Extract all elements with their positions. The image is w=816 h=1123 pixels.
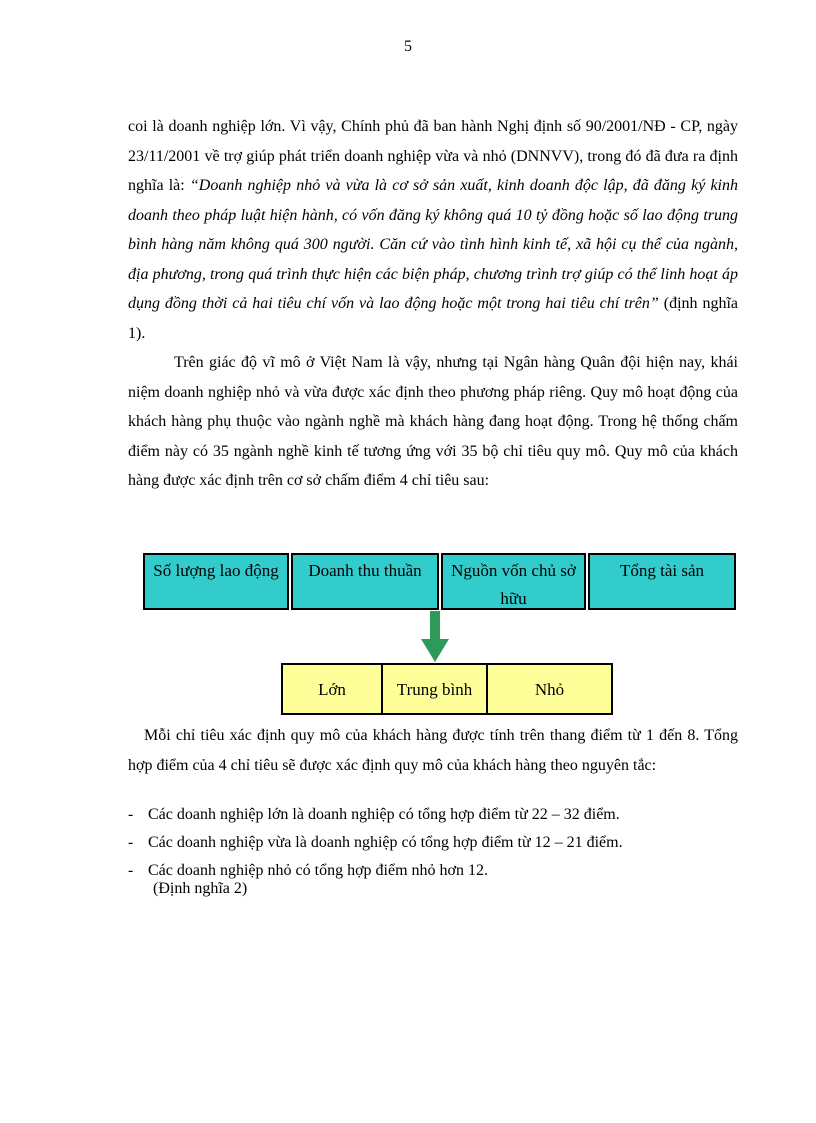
criterion-box-labor: Số lượng lao động [143,553,289,610]
size-row [281,663,613,715]
dash-marker: - [128,862,134,879]
paragraph-definition-1 [128,112,738,348]
scoring-rules-list [128,801,748,885]
definition-2-note: (Định nghĩa 2) [153,880,248,897]
rule-text: Các doanh nghiệp vừa là doanh nghiệp có tổng hợp điểm từ 12 – 21 điểm. [148,834,623,851]
paragraph-bank-method: Trên giác độ vĩ mô ở Việt Nam là vậy, nhưng tại Ngân hàng Quân đội hiện nay, khái niệm doanh nghiệp nhỏ và vừa được xác định theo phương pháp riêng. Quy mô hoạt động của khách hàng phụ thuộc vào ngành nghề mà khách hàng đang hoạt động. Trong hệ thống chấm điểm này có 35 ngành nghề kinh tế tương ứng với 35 bộ chỉ tiêu quy mô. Quy mô của khách hàng được xác định trên cơ sở chấm điểm 4 chỉ tiêu sau: [128,354,738,489]
paragraph-scoring: Mỗi chỉ tiêu xác định quy mô của khách hàng được tính trên thang điểm từ 1 đến 8. Tổng hợp điểm của 4 chỉ tiêu sẽ được xác định quy mô của khách hàng theo nguyên tắc: [128,727,738,774]
rule-text: Các doanh nghiệp nhỏ có tổng hợp điểm nhỏ hơn 12. [148,862,488,879]
size-box-large: Lớn [281,663,383,715]
criterion-box-revenue: Doanh thu thuần [291,553,439,610]
size-box-medium: Trung bình [381,663,488,715]
dash-marker: - [128,806,134,823]
criterion-box-equity: Nguồn vốn chủ sở hữu [441,553,586,610]
rule-text: Các doanh nghiệp lớn là doanh nghiệp có tổng hợp điểm từ 22 – 32 điểm. [148,806,620,823]
dash-marker: - [128,834,134,851]
list-item [128,829,748,857]
size-box-small: Nhỏ [486,663,613,715]
decree-quote: “Doanh nghiệp nhỏ và vừa là cơ sở sản xuất, kinh doanh độc lập, đã đăng ký kinh doanh theo pháp luật hiện hành, có vốn đăng ký không quá 10 tỷ đồng hoặc số lao động trung bình hàng năm không quá 300 người. Căn cứ vào tình hình kinh tế, xã hội cụ thể của ngành, địa phương, trong quá trình thực hiện các biện pháp, chương trình trợ giúp có thể linh hoạt áp dụng đồng thời cả hai tiêu chí vốn và lao động hoặc một trong hai tiêu chí trên” [128,177,738,312]
down-arrow-icon [420,611,450,663]
paragraph-1-intro: coi là doanh nghiệp lớn. Vì vậy, Chính phủ đã ban hành Nghị định số 90/2001/NĐ - CP, ngày 23/11/2001 về trợ giúp phát triển doanh nghiệp vừa và nhỏ (DNNVV), trong đó đã đưa ra định nghĩa là: [128,118,738,194]
criteria-row [143,553,736,610]
list-item [128,801,748,829]
criterion-box-total-assets: Tổng tài sản [588,553,736,610]
page-number: 5 [404,38,412,55]
paragraph-1-reference: (định nghĩa 1). [128,295,738,342]
